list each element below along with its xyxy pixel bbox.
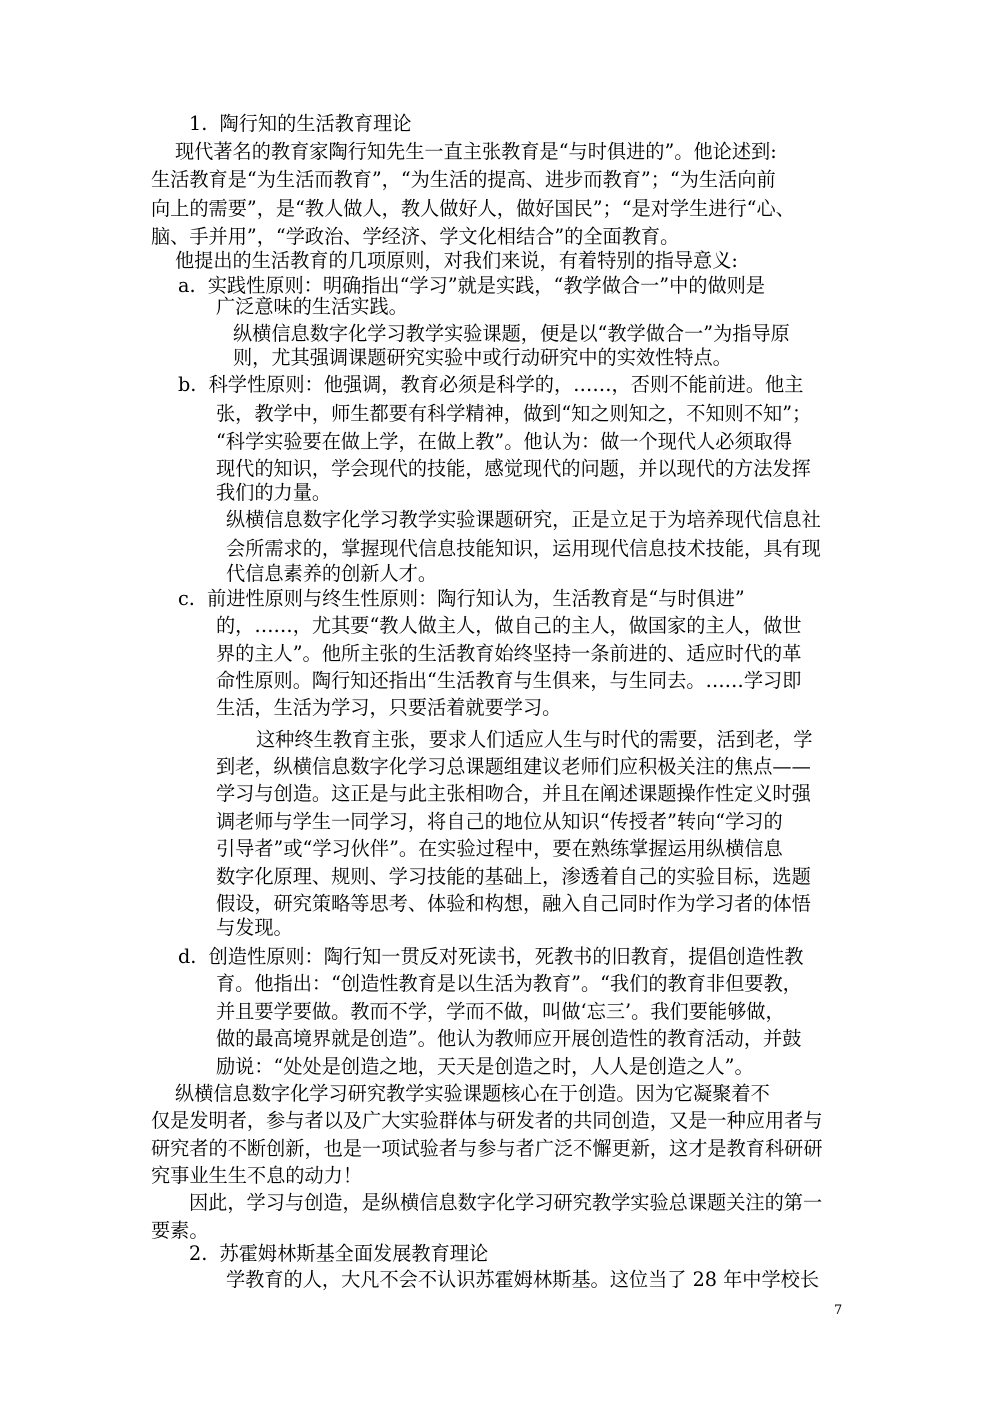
paragraph-line: 励说：“处处是创造之地，天天是创造之时，人人是创造之人”。 <box>216 1055 754 1078</box>
paragraph-line: 纵横信息数字化学习教学实验课题研究，正是立足于为培养现代信息社 <box>226 508 821 531</box>
paragraph-line: 命性原则。陶行知还指出“生活教育与生俱来，与生同去。……学习即 <box>216 669 802 692</box>
list-item-d: d. 创造性原则：陶行知一贯反对死读书，死教书的旧教育，提倡创造性教 <box>178 945 804 968</box>
paragraph-line: 我们的力量。 <box>216 481 332 504</box>
paragraph-line: 育。他指出：“创造性教育是以生活为教育”。“我们的教育非但要教， <box>216 972 802 995</box>
paragraph-line: 因此，学习与创造，是纵横信息数字化学习研究教学实验总课题关注的第一 <box>189 1191 823 1214</box>
paragraph-line: 并且要学要做。教而不学，学而不做，叫做‘忘三’。我们要能够做， <box>216 1000 785 1023</box>
paragraph-line: 究事业生生不息的动力！ <box>151 1164 363 1187</box>
paragraph-line: 调老师与学生一同学习，将自己的地位从知识“传授者”转向“学习的 <box>216 810 783 833</box>
paragraph-line: 与发现。 <box>216 916 293 939</box>
paragraph-line: 会所需求的，掌握现代信息技能知识，运用现代信息技术技能，具有现 <box>226 537 821 560</box>
paragraph-line: 假设，研究策略等思考、体验和构想，融入自己同时作为学习者的体悟 <box>216 892 811 915</box>
paragraph-line: 脑、手并用”，“学政治、学经济、学文化相结合”的全面教育。 <box>151 225 680 248</box>
paragraph-line: 数字化原理、规则、学习技能的基础上，渗透着自己的实验目标，选题 <box>216 865 811 888</box>
paragraph-line: 这种终生教育主张，要求人们适应人生与时代的需要，活到老，学 <box>256 728 813 751</box>
paragraph-line: 引导者”或“学习伙伴”。在实验过程中，要在熟练掌握运用纵横信息 <box>216 837 783 860</box>
paragraph-line: 则，尤其强调课题研究实验中或行动研究中的实效性特点。 <box>233 346 732 369</box>
paragraph-line: 纵横信息数字化学习研究教学实验课题核心在于创造。因为它凝聚着不 <box>175 1082 770 1105</box>
heading-1: 1. 陶行知的生活教育理论 <box>189 112 412 135</box>
paragraph-line: 广泛意味的生活实践。 <box>216 295 408 318</box>
list-item-c: c. 前进性原则与终生性原则：陶行知认为，生活教育是“与时俱进” <box>178 587 745 610</box>
heading-2: 2. 苏霍姆林斯基全面发展教育理论 <box>189 1242 489 1265</box>
paragraph-line: 生活教育是“为生活而教育”，“为生活的提高、进步而教育”；“为生活向前 <box>151 168 776 191</box>
paragraph-line: 研究者的不断创新，也是一项试验者与参与者广泛不懈更新，这才是教育科研研 <box>151 1137 823 1160</box>
paragraph-line: 现代著名的教育家陶行知先生一直主张教育是“与时俱进的”。他论述到: <box>175 140 777 163</box>
paragraph-line: 做的最高境界就是创造”。他认为教师应开展创造性的教育活动，并鼓 <box>216 1027 802 1050</box>
page-number: 7 <box>834 1303 843 1318</box>
list-item-b: b. 科学性原则：他强调，教育必须是科学的，……，否则不能前进。他主 <box>178 373 804 396</box>
paragraph-line: 仅是发明者，参与者以及广大实验群体与研发者的共同创造，又是一种应用者与 <box>151 1109 823 1132</box>
paragraph-line: 生活，生活为学习，只要活着就要学习。 <box>216 696 562 719</box>
paragraph-line: 要素。 <box>151 1219 209 1242</box>
paragraph-line: 学教育的人，大凡不会不认识苏霍姆林斯基。这位当了 28 年中学校长 <box>226 1268 820 1291</box>
paragraph-line: 纵横信息数字化学习教学实验课题，便是以“教学做合一”为指导原 <box>233 322 790 345</box>
paragraph-line: 学习与创造。这正是与此主张相吻合，并且在阐述课题操作性定义时强 <box>216 782 811 805</box>
list-item-a: a. 实践性原则：明确指出“学习”就是实践，“教学做合一”中的做则是 <box>178 274 766 297</box>
paragraph-line: 的，……，尤其要“教人做主人，做自己的主人，做国家的主人，做世 <box>216 614 802 637</box>
paragraph-line: 张，教学中，师生都要有科学精神，做到“知之则知之，不知则不知”； <box>216 402 812 425</box>
paragraph-line: 现代的知识，学会现代的技能，感觉现代的问题，并以现代的方法发挥 <box>216 457 811 480</box>
paragraph-line: 他提出的生活教育的几项原则，对我们来说，有着特别的指导意义: <box>175 249 738 272</box>
paragraph-line: “科学实验要在做上学，在做上教”。他认为：做一个现代人必须取得 <box>216 430 793 453</box>
paragraph-line: 向上的需要”，是“教人做人，教人做好人，做好国民”；“是对学生进行“心、 <box>151 197 795 220</box>
paragraph-line: 界的主人”。他所主张的生活教育始终坚持一条前进的、适应时代的革 <box>216 642 802 665</box>
paragraph-line: 到老，纵横信息数字化学习总课题组建议老师们应积极关注的焦点—— <box>216 755 811 778</box>
paragraph-line: 代信息素养的创新人才。 <box>226 562 438 585</box>
